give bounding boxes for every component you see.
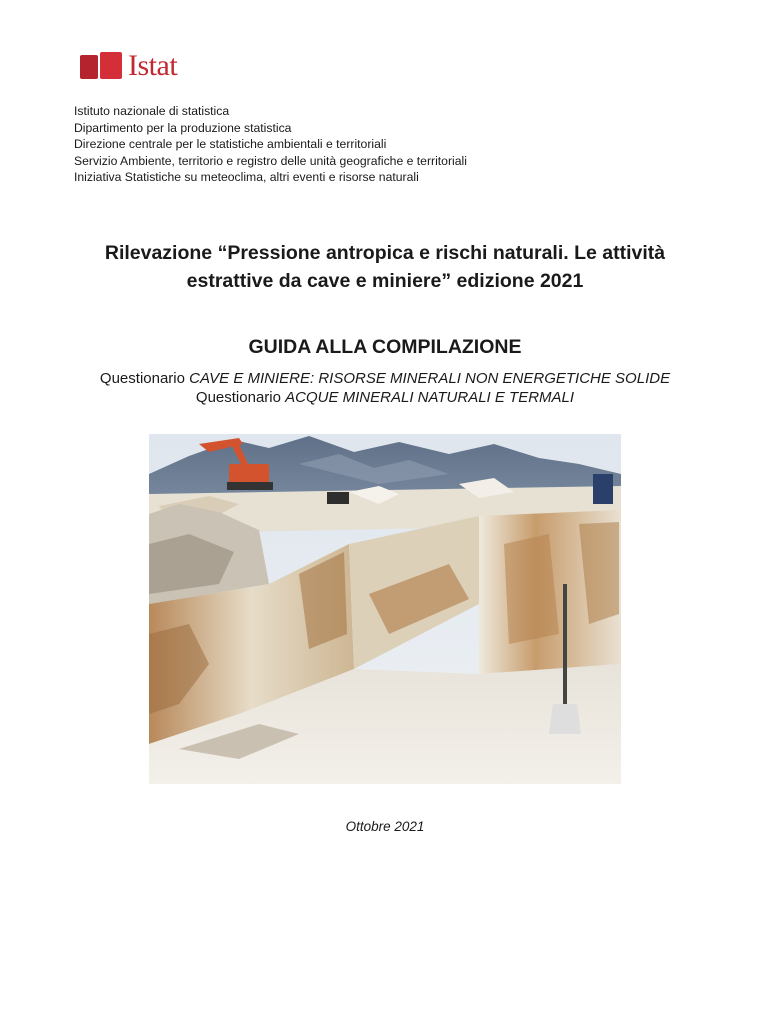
document-title-line-2: estrattive da cave e miniere” edizione 2021 — [186, 270, 584, 292]
questionnaire-prefix: Questionario — [195, 389, 286, 406]
institution-line: Dipartimento per la produzione statistica — [74, 120, 292, 135]
institution-line: Iniziativa Statistiche su meteoclima, altri eventi e risorse naturali — [74, 170, 419, 185]
questionnaire-prefix: Questionario — [99, 370, 190, 387]
questionnaire-name: CAVE E MINIERE: RISORSE MINERALI NON ENERGETICHE SOLIDE — [189, 370, 671, 387]
document-title — [60, 239, 710, 295]
guide-title: GUIDA ALLA COMPILAZIONE — [248, 336, 522, 358]
istat-logo — [80, 50, 177, 82]
questionnaire-list — [0, 369, 770, 407]
questionnaire-name: ACQUE MINERALI NATURALI E TERMALI — [285, 389, 575, 406]
questionnaire-line — [0, 388, 770, 407]
questionnaire-line — [0, 369, 770, 388]
publication-date: Ottobre 2021 — [345, 819, 425, 834]
istat-logo-mark-icon — [80, 52, 124, 80]
istat-logo-text: Istat — [128, 49, 178, 82]
institution-line: Direzione centrale per le statistiche ambientali e territoriali — [74, 137, 387, 152]
institution-line: Servizio Ambiente, territorio e registro delle unità geografiche e territoriali — [74, 153, 467, 168]
marble-quarry-photo — [149, 434, 621, 784]
institution-line: Istituto nazionale di statistica — [74, 104, 230, 118]
institution-header — [74, 103, 467, 186]
document-title-line-1: Rilevazione “Pressione antropica e rischi naturali. Le attività — [104, 242, 666, 264]
